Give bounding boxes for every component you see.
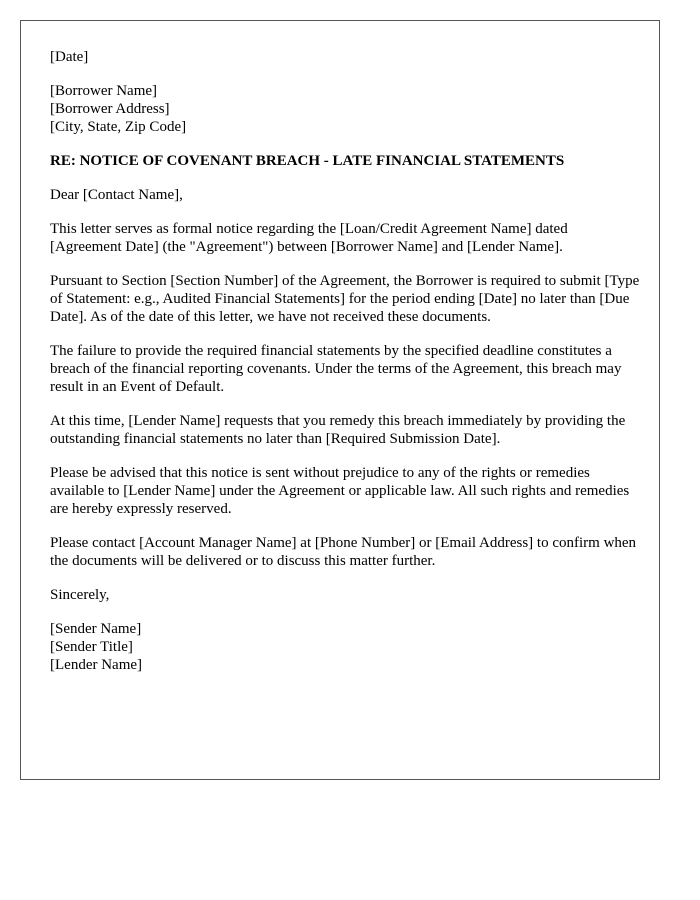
sender-title: [Sender Title] <box>50 639 133 655</box>
sender-name: [Sender Name] <box>50 621 142 637</box>
letter-closing: Sincerely, <box>50 587 110 603</box>
letter-page <box>20 20 660 780</box>
paragraph-reservation: Please be advised that this notice is sent without prejudice to any of the rights or remedies available to [Lender Name] under the Agreement or applicable law. All such rights and remedies are hereby expressly reserved. <box>50 465 630 517</box>
letter-subject: RE: NOTICE OF COVENANT BREACH - LATE FINANCIAL STATEMENTS <box>50 153 565 169</box>
recipient-block <box>50 82 640 136</box>
paragraph-requirement: Pursuant to Section [Section Number] of the Agreement, the Borrower is required to submit [Type of Statement: e.g., Audited Financial Statements] for the period ending [Date] no later than [Due Date]. As of the date of this letter, we have not received these documents. <box>50 273 640 325</box>
letter-body <box>50 48 640 690</box>
paragraph-contact: Please contact [Account Manager Name] at [Phone Number] or [Email Address] to confirm when the documents will be delivered or to discuss this matter further. <box>50 535 637 569</box>
recipient-address: [Borrower Address] <box>50 101 170 117</box>
paragraph-notice: This letter serves as formal notice regarding the [Loan/Credit Agreement Name] dated [Agreement Date] (the "Agreement") between [Borrower Name] and [Lender Name]. <box>50 221 568 255</box>
recipient-name: [Borrower Name] <box>50 83 158 99</box>
recipient-city-state-zip: [City, State, Zip Code] <box>50 119 187 135</box>
paragraph-remedy: At this time, [Lender Name] requests that you remedy this breach immediately by providing the outstanding financial statements no later than [Required Submission Date]. <box>50 413 626 447</box>
letter-salutation: Dear [Contact Name], <box>50 187 183 203</box>
sender-lender-name: [Lender Name] <box>50 657 143 673</box>
signature-block <box>50 620 640 674</box>
paragraph-breach: The failure to provide the required financial statements by the specified deadline constitutes a breach of the financial reporting covenants. Under the terms of the Agreement, this breach may result in an Event of Default. <box>50 343 622 395</box>
letter-date: [Date] <box>50 49 89 65</box>
